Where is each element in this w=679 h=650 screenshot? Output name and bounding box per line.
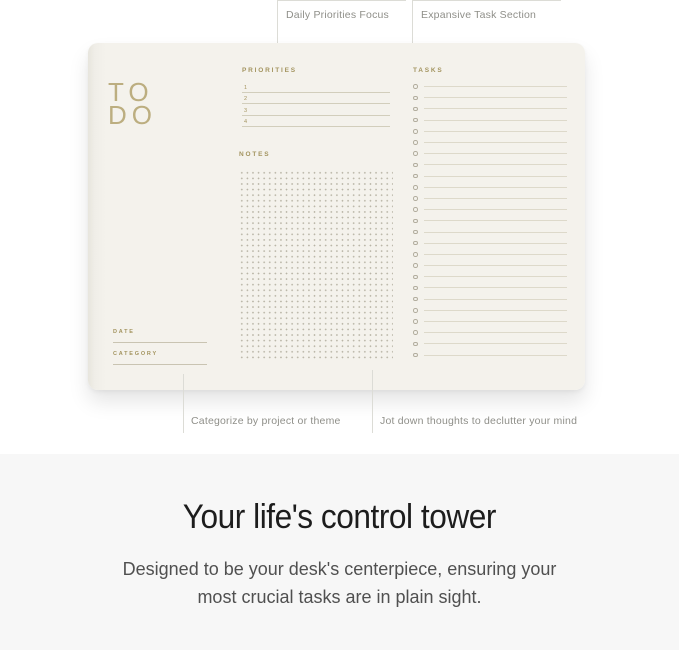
date-field-label: DATE bbox=[113, 329, 135, 335]
footer-description bbox=[0, 555, 679, 611]
task-checkbox-circle-icon bbox=[413, 207, 418, 212]
task-checkbox-circle-icon bbox=[413, 252, 418, 257]
tasks-heading: TASKS bbox=[413, 67, 444, 74]
task-checkbox-circle-icon bbox=[413, 342, 418, 347]
callout-rule-daily-priorities bbox=[277, 0, 406, 1]
footer-heading bbox=[0, 454, 679, 537]
task-row bbox=[413, 92, 567, 103]
task-row bbox=[413, 316, 567, 327]
task-row bbox=[413, 338, 567, 349]
task-checkbox-circle-icon bbox=[413, 96, 418, 101]
task-write-line bbox=[424, 131, 568, 132]
task-write-line bbox=[424, 153, 568, 154]
priority-row-number: 3 bbox=[244, 107, 248, 114]
task-write-line bbox=[424, 321, 568, 322]
task-write-line bbox=[424, 232, 568, 233]
priority-row bbox=[242, 81, 390, 93]
task-write-line bbox=[424, 332, 568, 333]
task-write-line bbox=[424, 220, 568, 221]
pad-title-to-do bbox=[108, 77, 157, 130]
task-write-line bbox=[424, 187, 568, 188]
task-write-line bbox=[424, 355, 568, 356]
task-checkbox-circle-icon bbox=[413, 118, 418, 123]
pad-title-line2: DO bbox=[108, 100, 157, 130]
task-write-line bbox=[424, 343, 568, 344]
task-row bbox=[413, 193, 567, 204]
task-row bbox=[413, 115, 567, 126]
task-write-line bbox=[424, 254, 568, 255]
task-row bbox=[413, 249, 567, 260]
task-write-line bbox=[424, 209, 568, 210]
callout-label-categorize: Categorize by project or theme bbox=[191, 415, 341, 427]
task-row bbox=[413, 103, 567, 114]
footer-description-line1: Designed to be your desk's centerpiece, ensuring your bbox=[122, 559, 557, 579]
task-row bbox=[413, 204, 567, 215]
date-field bbox=[113, 329, 207, 343]
task-checkbox-circle-icon bbox=[413, 353, 418, 358]
pad-title-line1: TO bbox=[108, 77, 154, 107]
task-row bbox=[413, 294, 567, 305]
category-field-label: CATEGORY bbox=[113, 351, 158, 357]
task-checkbox-circle-icon bbox=[413, 297, 418, 302]
task-row bbox=[413, 282, 567, 293]
callout-label-daily-priorities: Daily Priorities Focus bbox=[286, 9, 390, 21]
task-checkbox-circle-icon bbox=[413, 308, 418, 313]
task-write-line bbox=[424, 164, 568, 165]
priority-row bbox=[242, 116, 390, 128]
task-write-line bbox=[424, 86, 568, 87]
callout-rule-task-section bbox=[412, 0, 561, 1]
task-row bbox=[413, 260, 567, 271]
callout-line-categorize bbox=[183, 374, 184, 433]
task-write-line bbox=[424, 287, 568, 288]
footer-heading-text: Your life's control tower bbox=[182, 498, 497, 536]
priorities-rows bbox=[242, 81, 390, 127]
task-write-line bbox=[424, 176, 568, 177]
task-write-line bbox=[424, 299, 568, 300]
task-checkbox-circle-icon bbox=[413, 196, 418, 201]
callout-label-task-section: Expansive Task Section bbox=[421, 9, 537, 21]
task-checkbox-circle-icon bbox=[413, 84, 418, 89]
task-row bbox=[413, 327, 567, 338]
task-write-line bbox=[424, 198, 568, 199]
task-checkbox-circle-icon bbox=[413, 219, 418, 224]
task-checkbox-circle-icon bbox=[413, 107, 418, 112]
tasks-rows bbox=[413, 81, 567, 361]
task-checkbox-circle-icon bbox=[413, 286, 418, 291]
task-checkbox-circle-icon bbox=[413, 241, 418, 246]
task-write-line bbox=[424, 243, 568, 244]
notes-dot-grid bbox=[238, 169, 393, 359]
task-write-line bbox=[424, 142, 568, 143]
footer-description-line2: most crucial tasks are in plain sight. bbox=[197, 587, 482, 607]
task-write-line bbox=[424, 108, 568, 109]
task-row bbox=[413, 81, 567, 92]
task-row bbox=[413, 271, 567, 282]
footer-tagline-section bbox=[0, 454, 679, 650]
task-row bbox=[413, 350, 567, 361]
task-row bbox=[413, 215, 567, 226]
task-checkbox-circle-icon bbox=[413, 319, 418, 324]
task-row bbox=[413, 226, 567, 237]
task-row bbox=[413, 238, 567, 249]
priority-row bbox=[242, 93, 390, 105]
task-checkbox-circle-icon bbox=[413, 151, 418, 156]
task-row bbox=[413, 126, 567, 137]
task-checkbox-circle-icon bbox=[413, 330, 418, 335]
task-checkbox-circle-icon bbox=[413, 163, 418, 168]
task-row bbox=[413, 171, 567, 182]
task-row bbox=[413, 305, 567, 316]
task-checkbox-circle-icon bbox=[413, 263, 418, 268]
task-checkbox-circle-icon bbox=[413, 185, 418, 190]
callout-line-jot-down bbox=[372, 370, 373, 433]
task-row bbox=[413, 159, 567, 170]
priority-row-number: 1 bbox=[244, 84, 248, 91]
task-row bbox=[413, 182, 567, 193]
task-write-line bbox=[424, 120, 568, 121]
task-checkbox-circle-icon bbox=[413, 174, 418, 179]
task-write-line bbox=[424, 276, 568, 277]
task-row bbox=[413, 148, 567, 159]
priority-row-number: 4 bbox=[244, 119, 248, 125]
priorities-heading: PRIORITIES bbox=[242, 67, 297, 74]
task-checkbox-circle-icon bbox=[413, 129, 418, 134]
task-write-line bbox=[424, 97, 568, 98]
task-checkbox-circle-icon bbox=[413, 230, 418, 235]
priority-row-number: 2 bbox=[244, 96, 248, 102]
task-row bbox=[413, 137, 567, 148]
task-write-line bbox=[424, 310, 568, 311]
task-checkbox-circle-icon bbox=[413, 275, 418, 280]
callout-label-jot-down: Jot down thoughts to declutter your mind bbox=[380, 415, 578, 427]
task-checkbox-circle-icon bbox=[413, 140, 418, 145]
category-field bbox=[113, 351, 207, 365]
todo-notepad bbox=[88, 43, 585, 390]
task-write-line bbox=[424, 265, 568, 266]
notes-heading: NOTES bbox=[239, 151, 271, 158]
priority-row bbox=[242, 104, 390, 116]
